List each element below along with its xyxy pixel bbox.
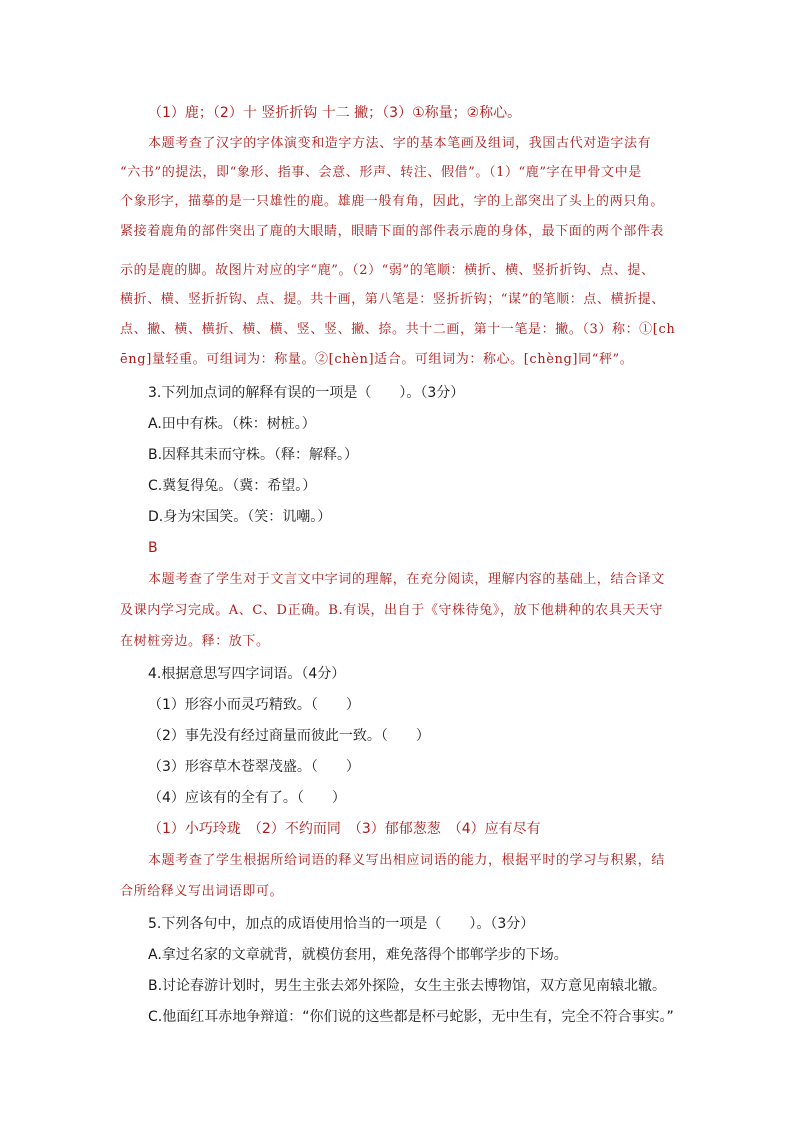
q2-answer: （1）鹿；（2）十 竖折折钩 十二 撇；（3）①称量；②称心。 [148,105,522,121]
q2-analysis-line: 紧接着鹿角的部件突出了鹿的大眼睛，眼睛下面的部件表示鹿的身体，最下面的两个部件表 [120,224,665,239]
q4-analysis-line: 合所给释义写出词语即可。 [120,884,284,899]
q3-option-a: A.田中有株。（株：树桩。） [148,416,316,432]
q2-analysis-line: 本题考查了汉字的字体演变和造字方法、字的基本笔画及组词，我国古代对造字法有 [148,136,652,151]
q2-analysis-line: 个象形字，描摹的是一只雄性的鹿。雄鹿一般有角，因此，字的上部突出了头上的两只角。 [120,194,665,209]
q5-title: 5.下列各句中，加点的成语使用恰当的一项是（ ）。（3分） [148,916,535,932]
q3-analysis-line: 在树桩旁边。释：放下。 [120,634,270,649]
q2-analysis-line: 横折、横、竖折折钩、点、提。共十画，第八笔是：竖折折钩；“谋”的笔顺：点、横折提、 [120,292,665,307]
q3-answer: B [148,540,158,556]
q3-analysis-line: 本题考查了学生对于文言文中字词的理解，在充分阅读，理解内容的基础上，结合译文 [148,572,665,587]
q2-analysis-line: “六书”的提法，即“象形、指事、会意、形声、转注、假借”。（1）“鹿”字在甲骨文中是 [120,165,642,180]
q4-title: 4.根据意思写四字词语。（4分） [148,666,346,682]
q2-analysis-line: ēng]量轻重。可组词为：称量。②[chèn]适合。可组词为：称心。[chèng]同“秤”。 [120,352,634,367]
q4-item: （3）形容草木苍翠茂盛。（ ） [148,759,360,775]
q4-item: （4）应该有的全有了。（ ） [148,790,346,806]
q3-option-c: C.冀复得兔。（冀：希望。） [148,478,317,494]
q4-item: （2）事先没有经过商量而彼此一致。（ ） [148,728,430,744]
q3-analysis-line: 及课内学习完成。A、C、D正确。B.有误，出自于《守株待兔》，放下他耕种的农具天天守 [120,603,664,618]
q5-option-a: A.拿过名家的文章就背，就模仿套用，难免落得个邯郸学步的下场。 [148,947,568,963]
q2-analysis-line: 点、撇、横、横折、横、横、竖、竖、撇、捺。共十二画，第十一笔是：撇。（3）称：①[ch [120,322,676,337]
q4-analysis-line: 本题考查了学生根据所给词语的释义写出相应词语的能力，根据平时的学习与积累，结 [148,853,665,868]
q3-option-b: B.因释其耒而守株。（释：解释。） [148,447,359,463]
q4-item: （1）形容小而灵巧精致。（ ） [148,697,360,713]
q3-option-d: D.身为宋国笑。（笑：讥嘲。） [148,509,332,525]
q3-title: 3.下列加点词的解释有误的一项是（ ）。（3分） [148,385,465,401]
q2-analysis-line: 示的是鹿的脚。故图片对应的字“鹿”。（2）“弱”的笔顺：横折、横、竖折折钩、点、提、 [120,263,655,278]
q5-option-b: B.讨论春游计划时，男生主张去郊外探险，女生主张去博物馆，双方意见南辕北辙。 [148,978,667,994]
q4-answer: （1）小巧玲珑 （2）不约而同 （3）郁郁葱葱 （4）应有尽有 [148,821,541,837]
q5-option-c: C.他面红耳赤地争辩道：“你们说的这些都是杯弓蛇影，无中生有，完全不符合事实。” [148,1009,674,1025]
